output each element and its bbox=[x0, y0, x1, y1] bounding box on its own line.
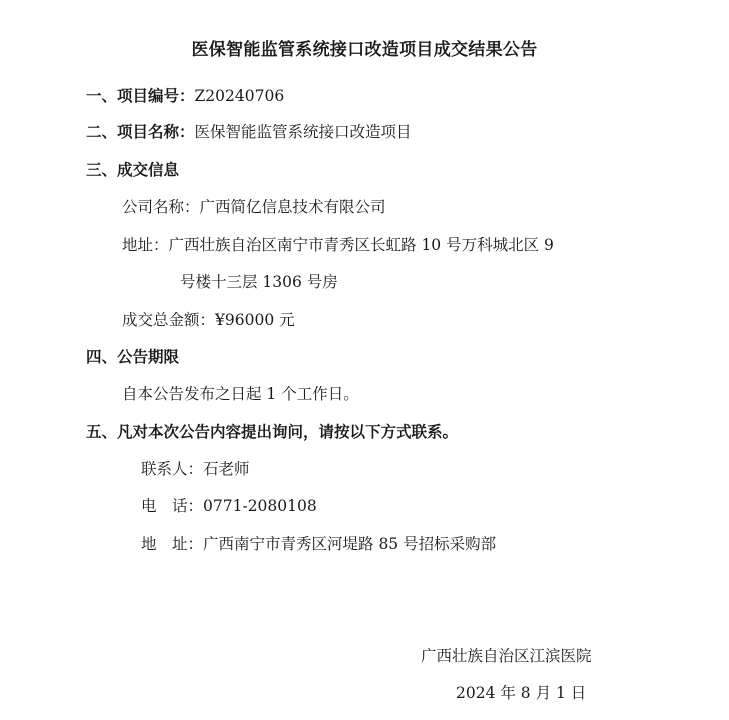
address-value-line1: 广西壮族自治区南宁市青秀区长虹路 10 号万科城北区 9 bbox=[168, 236, 554, 254]
project-name-row bbox=[86, 122, 412, 142]
contact-person-row bbox=[141, 459, 250, 479]
contact-heading: 五、凡对本次公告内容提出询问，请按以下方式联系。 bbox=[86, 422, 459, 441]
signature-org: 广西壮族自治区江滨医院 bbox=[421, 647, 592, 665]
project-number-label: 一、项目编号： bbox=[86, 86, 195, 105]
address-label: 地址： bbox=[122, 236, 169, 254]
contact-person-value: 石老师 bbox=[203, 460, 250, 478]
project-number-row bbox=[86, 86, 284, 106]
project-name-value: 医保智能监管系统接口改造项目 bbox=[194, 123, 412, 141]
amount-row bbox=[122, 310, 295, 330]
contact-address-label: 地 址： bbox=[141, 535, 204, 553]
address-value-line2: 号楼十三层 1306 号房 bbox=[180, 273, 338, 291]
contact-address-value: 广西南宁市青秀区河堤路 85 号招标采购部 bbox=[203, 535, 497, 553]
project-number-value: Z20240706 bbox=[194, 87, 285, 105]
signature-date: 2024 年 8 月 1 日 bbox=[456, 684, 587, 702]
contact-address-row bbox=[141, 534, 496, 554]
company-value: 广西简亿信息技术有限公司 bbox=[199, 198, 386, 216]
contact-phone-row bbox=[141, 496, 317, 516]
notice-period-heading: 四、公告期限 bbox=[86, 347, 180, 366]
document-title: 医保智能监管系统接口改造项目成交结果公告 bbox=[191, 40, 538, 60]
contact-person-label: 联系人： bbox=[141, 460, 204, 478]
company-row bbox=[122, 197, 386, 217]
company-label: 公司名称： bbox=[122, 198, 200, 216]
address-row bbox=[122, 235, 554, 255]
deal-info-heading: 三、成交信息 bbox=[86, 160, 180, 179]
contact-phone-label: 电 话： bbox=[141, 497, 204, 515]
amount-value: ¥96000 元 bbox=[215, 311, 295, 329]
notice-period-text: 自本公告发布之日起 1 个工作日。 bbox=[122, 385, 359, 403]
amount-label: 成交总金额： bbox=[122, 311, 216, 329]
contact-phone-value: 0771-2080108 bbox=[203, 497, 317, 515]
project-name-label: 二、项目名称： bbox=[86, 122, 195, 141]
